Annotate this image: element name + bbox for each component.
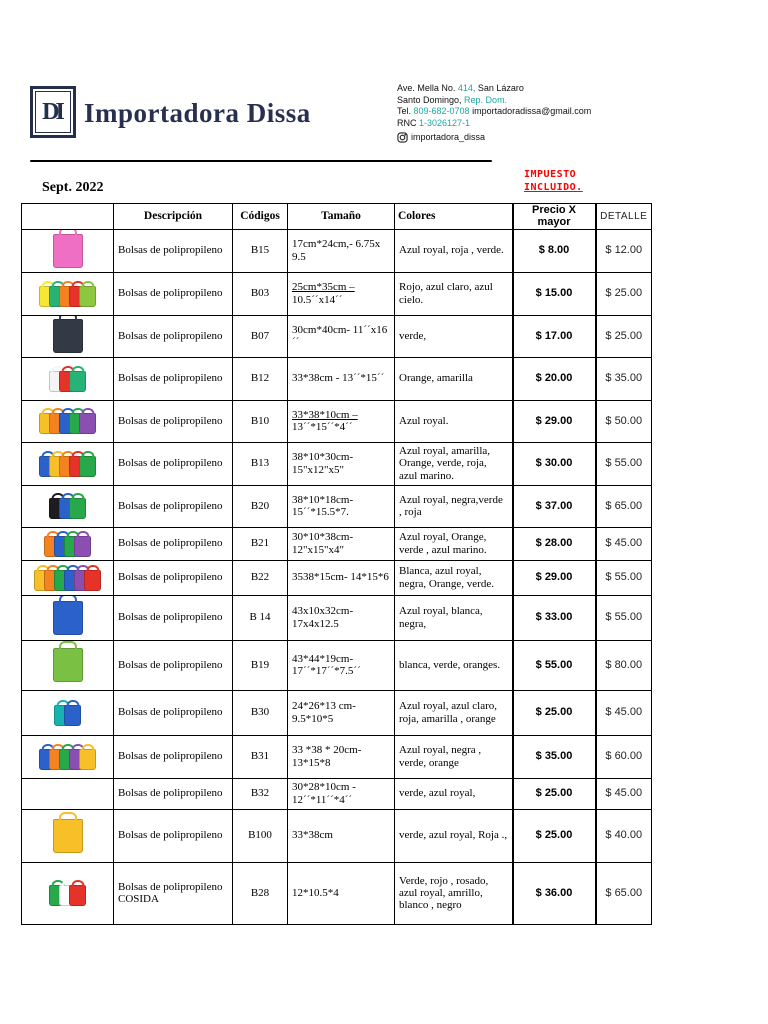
col-header-code: Códigos (233, 204, 288, 230)
table-row (22, 442, 652, 485)
table-row (22, 485, 652, 527)
table-row (22, 272, 652, 315)
cell-size (288, 809, 395, 862)
cell-colors: verde, azul royal, (395, 778, 513, 809)
tel-label: Tel. (397, 106, 414, 116)
rnc-label: RNC (397, 117, 419, 128)
size-line1: 17cm*24cm,- 6.75x (292, 238, 381, 251)
cell-colors: Azul royal, Orange, verde , azul marino. (395, 527, 513, 560)
bag-icon (69, 371, 86, 392)
cell-code: B30 (233, 690, 288, 735)
cell-size (288, 442, 395, 485)
cell-description: Bolsas de polipropileno (114, 560, 233, 595)
cell-price: $ 28.00 (513, 527, 596, 560)
cell-detail: $ 25.00 (596, 315, 652, 357)
table-row (22, 595, 652, 640)
size-line1: 38*10*30cm- (292, 451, 354, 464)
cell-code: B100 (233, 809, 288, 862)
table-row (22, 315, 652, 357)
product-image (22, 862, 114, 924)
cell-size (288, 400, 395, 442)
cell-detail: $ 45.00 (596, 527, 652, 560)
col-header-size: Tamaño (288, 204, 395, 230)
size-line2: 12´´*11´´*4´´ (292, 793, 353, 806)
table-row (22, 735, 652, 778)
cell-code: B31 (233, 735, 288, 778)
size-line2: 12"x15"x4" (292, 543, 344, 556)
size-line2: 9.5*10*5 (292, 712, 334, 725)
cell-price: $ 20.00 (513, 357, 596, 400)
product-image (22, 400, 114, 442)
table-row (22, 809, 652, 862)
cell-description: Bolsas de polipropileno (114, 485, 233, 527)
address-line (397, 83, 591, 95)
cell-size (288, 229, 395, 272)
cell-colors: Verde, rojo , rosado, azul royal, amrillo, blanco , negro (395, 862, 513, 924)
product-image (22, 357, 114, 400)
product-image (22, 640, 114, 690)
cell-size (288, 778, 395, 809)
cell-code: B20 (233, 485, 288, 527)
cell-description: Bolsas de polipropileno (114, 595, 233, 640)
cell-colors: Azul royal, roja , verde. (395, 229, 513, 272)
country: Rep. Dom. (464, 94, 508, 105)
cell-colors: Orange, amarilla (395, 357, 513, 400)
cell-price: $ 29.00 (513, 400, 596, 442)
table-row (22, 229, 652, 272)
product-image (22, 595, 114, 640)
tax-note-line2: INCLUIDO. (524, 182, 583, 193)
bag-icon (64, 705, 81, 726)
instagram-handle: importadora_dissa (411, 132, 486, 142)
header-divider (30, 160, 492, 162)
table-header-row (22, 204, 652, 230)
bag-icon (53, 601, 83, 635)
price-table (21, 203, 652, 925)
cell-detail: $ 25.00 (596, 272, 652, 315)
cell-description: Bolsas de polipropileno (114, 735, 233, 778)
cell-description: Bolsas de polipropileno (114, 640, 233, 690)
size-line1: 25cm*35cm – (292, 281, 355, 294)
tax-note (524, 168, 583, 194)
tax-note-line1: IMPUESTO (524, 169, 577, 180)
size-line2: 17´´*17´´*7.5´´ (292, 665, 361, 678)
cell-code: B28 (233, 862, 288, 924)
instagram-row (397, 132, 591, 144)
cell-code: B10 (233, 400, 288, 442)
cell-price: $ 8.00 (513, 229, 596, 272)
contact-info (397, 83, 591, 144)
product-image (22, 560, 114, 595)
size-line2: 10.5´´x14´´ (292, 293, 343, 306)
cell-description: Bolsas de polipropileno (114, 442, 233, 485)
cell-description: Bolsas de polipropileno (114, 400, 233, 442)
col-header-colors: Colores (395, 204, 513, 230)
table-row (22, 690, 652, 735)
product-image (22, 272, 114, 315)
product-image (22, 778, 114, 809)
cell-detail: $ 50.00 (596, 400, 652, 442)
instagram-icon (397, 132, 408, 143)
cell-colors: verde, azul royal, Roja ., (395, 809, 513, 862)
table-row (22, 400, 652, 442)
product-image (22, 442, 114, 485)
cell-detail: $ 45.00 (596, 778, 652, 809)
address-pre: Ave. Mella No. (397, 83, 458, 93)
table-row (22, 640, 652, 690)
company-logo (30, 86, 76, 138)
cell-price: $ 55.00 (513, 640, 596, 690)
bag-icon (84, 570, 101, 591)
cell-price: $ 37.00 (513, 485, 596, 527)
cell-detail: $ 60.00 (596, 735, 652, 778)
cell-colors: Azul royal, blanca, negra, (395, 595, 513, 640)
bag-icon (69, 498, 86, 519)
product-image (22, 527, 114, 560)
size-line2: 15"x12"x5" (292, 463, 344, 476)
size-line1: 33*38*10cm – (292, 408, 358, 421)
table-row (22, 357, 652, 400)
product-image (22, 735, 114, 778)
bag-icon (53, 819, 83, 853)
size-line1: 33 *38 * 20cm- (292, 744, 362, 757)
product-image (22, 229, 114, 272)
cell-colors: Azul royal. (395, 400, 513, 442)
cell-description: Bolsas de polipropileno (114, 272, 233, 315)
cell-detail: $ 80.00 (596, 640, 652, 690)
cell-description: Bolsas de polipropileno (114, 527, 233, 560)
cell-price: $ 25.00 (513, 809, 596, 862)
date-label: Sept. 2022 (42, 180, 104, 195)
size-line2: 9.5 (292, 250, 306, 263)
size-line1: 33*38cm - 13´´*15´´ (292, 372, 385, 385)
cell-description: Bolsas de polipropileno (114, 778, 233, 809)
bag-icon (79, 749, 96, 770)
cell-description: Bolsas de polipropileno (114, 229, 233, 272)
phone-number: 809-682-0708 (413, 106, 470, 116)
cell-code: B15 (233, 229, 288, 272)
size-line2: 15´´*15.5*7. (292, 506, 349, 519)
size-line2: 13´´*15´´*4´´ (292, 421, 353, 434)
logo-monogram: DI (42, 98, 61, 125)
cell-price: $ 35.00 (513, 735, 596, 778)
bag-icon (79, 456, 96, 477)
size-line1: 38*10*18cm- (292, 493, 354, 506)
cell-code: B03 (233, 272, 288, 315)
product-image (22, 809, 114, 862)
cell-colors: verde, (395, 315, 513, 357)
col-header-image (22, 204, 114, 230)
cell-size (288, 527, 395, 560)
bag-icon (79, 286, 96, 307)
cell-price: $ 36.00 (513, 862, 596, 924)
product-image (22, 485, 114, 527)
rnc-number: 1-3026127-1 (419, 117, 471, 128)
table-row (22, 560, 652, 595)
cell-size (288, 862, 395, 924)
cell-price: $ 15.00 (513, 272, 596, 315)
col-header-detail: DETALLE (596, 204, 652, 230)
cell-size (288, 357, 395, 400)
cell-price: $ 29.00 (513, 560, 596, 595)
cell-detail: $ 55.00 (596, 595, 652, 640)
cell-description: Bolsas de polipropileno COSIDA (114, 862, 233, 924)
email-address: importadoradissa@gmail.com (469, 106, 592, 116)
cell-detail: $ 65.00 (596, 485, 652, 527)
cell-price: $ 25.00 (513, 690, 596, 735)
cell-code: B21 (233, 527, 288, 560)
col-header-price: Precio X mayor (513, 204, 596, 230)
cell-price: $ 25.00 (513, 778, 596, 809)
cell-price: $ 30.00 (513, 442, 596, 485)
cell-price: $ 17.00 (513, 315, 596, 357)
cell-detail: $ 40.00 (596, 809, 652, 862)
cell-size (288, 560, 395, 595)
cell-description: Bolsas de polipropileno (114, 809, 233, 862)
cell-colors: Azul royal, amarilla, Orange, verde, roja, azul marino. (395, 442, 513, 485)
cell-detail: $ 35.00 (596, 357, 652, 400)
size-line1: 43x10x32cm- (292, 605, 354, 618)
table-row (22, 527, 652, 560)
cell-size (288, 595, 395, 640)
size-line1: 30*28*10cm - (292, 781, 356, 794)
city-line (397, 95, 591, 107)
cell-detail: $ 65.00 (596, 862, 652, 924)
cell-size (288, 735, 395, 778)
size-line1: 30*10*38cm- (292, 531, 354, 544)
product-image (22, 315, 114, 357)
address-number: 414, (457, 83, 476, 93)
size-line1: 33*38cm (292, 829, 333, 842)
address-post: San Lázaro (475, 83, 524, 93)
cell-colors: blanca, verde, oranges. (395, 640, 513, 690)
cell-colors: Azul royal, negra , verde, orange (395, 735, 513, 778)
bag-icon (53, 234, 83, 268)
city-pre: Santo Domingo, (397, 94, 465, 105)
cell-colors: Azul royal, negra,verde , roja (395, 485, 513, 527)
cell-description: Bolsas de polipropileno (114, 357, 233, 400)
size-line2: 13*15*8 (292, 756, 331, 769)
logo-frame (35, 91, 71, 133)
size-line1: 3538*15cm- 14*15*6 (292, 571, 389, 584)
cell-colors: Azul royal, azul claro, roja, amarilla , orange (395, 690, 513, 735)
cell-colors: Blanca, azul royal, negra, Orange, verde. (395, 560, 513, 595)
cell-detail: $ 55.00 (596, 560, 652, 595)
cell-code: B07 (233, 315, 288, 357)
cell-detail: $ 55.00 (596, 442, 652, 485)
bag-icon (69, 885, 86, 906)
bag-icon (53, 319, 83, 353)
cell-detail: $ 12.00 (596, 229, 652, 272)
bag-icon (79, 413, 96, 434)
cell-code: B12 (233, 357, 288, 400)
cell-size (288, 485, 395, 527)
cell-size (288, 272, 395, 315)
bag-icon (74, 536, 91, 557)
phone-email-line (397, 106, 591, 118)
size-line1: 12*10.5*4 (292, 886, 339, 899)
product-image (22, 690, 114, 735)
table-row (22, 862, 652, 924)
cell-colors: Rojo, azul claro, azul cielo. (395, 272, 513, 315)
cell-code: B32 (233, 778, 288, 809)
size-line1: 43*44*19cm- (292, 652, 354, 665)
cell-code: B13 (233, 442, 288, 485)
rnc-line (397, 118, 591, 130)
cell-detail: $ 45.00 (596, 690, 652, 735)
cell-code: B22 (233, 560, 288, 595)
cell-code: B 14 (233, 595, 288, 640)
size-line2: 17x4x12.5 (292, 617, 339, 630)
table-row (22, 778, 652, 809)
cell-price: $ 33.00 (513, 595, 596, 640)
cell-description: Bolsas de polipropileno (114, 315, 233, 357)
cell-code: B19 (233, 640, 288, 690)
company-name: Importadora Dissa (84, 98, 311, 128)
cell-size (288, 690, 395, 735)
cell-size (288, 640, 395, 690)
col-header-description: Descripción (114, 204, 233, 230)
size-line1: 30cm*40cm- 11´´x16´´ (292, 323, 388, 349)
cell-description: Bolsas de polipropileno (114, 690, 233, 735)
cell-size (288, 315, 395, 357)
bag-icon (53, 648, 83, 682)
size-line1: 24*26*13 cm- (292, 700, 356, 713)
